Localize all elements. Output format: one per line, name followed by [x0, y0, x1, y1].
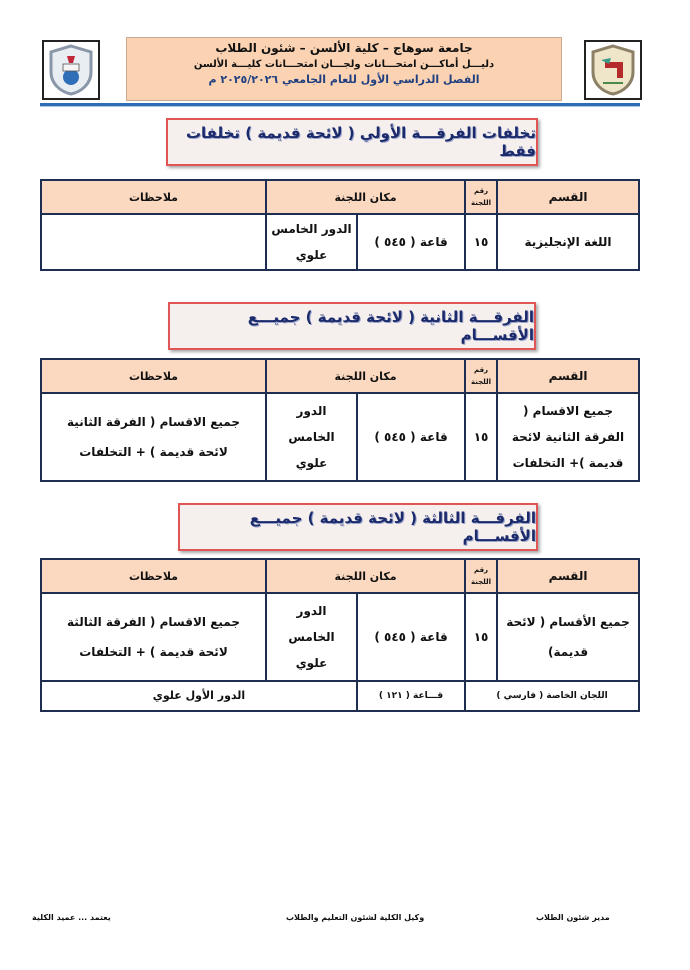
- table-header-row: [41, 180, 639, 214]
- column-header-committee-number: رقم اللجنة: [465, 559, 497, 593]
- cell-hall: قاعة ( ٥٤٥ ): [357, 393, 465, 481]
- column-header-location: مكان اللجنة: [266, 180, 465, 214]
- cell-special-hall: قـــاعة ( ١٢١ ): [357, 681, 465, 711]
- table-header-row: [41, 359, 639, 393]
- cell-committee-number: ١٥: [465, 214, 497, 270]
- shield-emblem-icon: [589, 44, 637, 96]
- faculty-of-languages-logo: [42, 40, 100, 100]
- column-header-notes: ملاحظات: [41, 559, 266, 593]
- table-row: [41, 214, 639, 270]
- cell-department: اللغة الإنجليزية: [497, 214, 639, 270]
- cell-floor: الدور الخامس علوي: [266, 393, 357, 481]
- cell-notes: جميع الاقسام ( الفرقة الثالثة لائحة قديمة ) + التخلفات: [41, 593, 266, 681]
- column-header-department: القسم: [497, 559, 639, 593]
- cell-floor: الدور الخامس علوي: [266, 593, 357, 681]
- table-row-special-committee: [41, 681, 639, 711]
- guide-title: دليـــل أماكـــن امتحـــانات ولجـــان امتحـــانات كليـــة الألسن: [193, 59, 495, 70]
- column-header-location: مكان اللجنة: [266, 359, 465, 393]
- header-divider-thin: [40, 106, 640, 107]
- signature-vice-dean: وكيل الكلية لشئون التعليم والطلاب: [286, 913, 425, 922]
- shield-emblem-icon: [47, 44, 95, 96]
- table-row: [41, 593, 639, 681]
- signature-dean: يعتمد ... عميد الكلية: [32, 913, 111, 922]
- cell-department: جميع الاقسام ( الفرقة الثانية لائحة قديمة )+ التخلفات: [497, 393, 639, 481]
- cell-notes: [41, 214, 266, 270]
- section-title-third-year: الفرقـــة الثالثة ( لائحة قديمة ) جميـــع الأقســـام: [178, 503, 538, 551]
- cell-committee-number: ١٥: [465, 393, 497, 481]
- university-title: جامعة سوهاج – كلية الألسن – شئون الطلاب: [215, 41, 473, 55]
- column-header-committee-number: رقم اللجنة: [465, 359, 497, 393]
- exam-table-second-year: [40, 358, 640, 482]
- column-header-location: مكان اللجنة: [266, 559, 465, 593]
- cell-special-department: اللجان الخاصة ( فارسي ): [465, 681, 639, 711]
- exam-table-first-year: [40, 179, 640, 271]
- cell-special-floor: الدور الأول علوي: [41, 681, 357, 711]
- cell-committee-number: ١٥: [465, 593, 497, 681]
- signature-student-affairs-director: مدير شئون الطلاب: [536, 913, 610, 922]
- column-header-notes: ملاحظات: [41, 180, 266, 214]
- table-row: [41, 393, 639, 481]
- column-header-department: القسم: [497, 359, 639, 393]
- column-header-department: القسم: [497, 180, 639, 214]
- document-header: [126, 37, 562, 101]
- semester-title: الفصل الدراسي الأول للعام الجامعي ٢٠٢٥/٢٠٢٦ م: [208, 73, 480, 86]
- section-title-second-year: الفرقـــة الثانية ( لائحة قديمة ) جميـــع الأقســـام: [168, 302, 536, 350]
- column-header-committee-number: رقم اللجنة: [465, 180, 497, 214]
- sohag-university-logo: [584, 40, 642, 100]
- table-header-row: [41, 559, 639, 593]
- cell-hall: قاعة ( ٥٤٥ ): [357, 214, 465, 270]
- exam-table-third-year: [40, 558, 640, 712]
- cell-hall: قاعة ( ٥٤٥ ): [357, 593, 465, 681]
- cell-notes: جميع الاقسام ( الفرقة الثانية لائحة قديمة ) + التخلفات: [41, 393, 266, 481]
- column-header-notes: ملاحظات: [41, 359, 266, 393]
- cell-department: جميع الأقسام ( لائحة قديمة): [497, 593, 639, 681]
- section-title-first-year: تخلفات الفرقـــة الأولي ( لائحة قديمة ) تخلفات فقط: [166, 118, 538, 166]
- cell-floor: الدور الخامس علوي: [266, 214, 357, 270]
